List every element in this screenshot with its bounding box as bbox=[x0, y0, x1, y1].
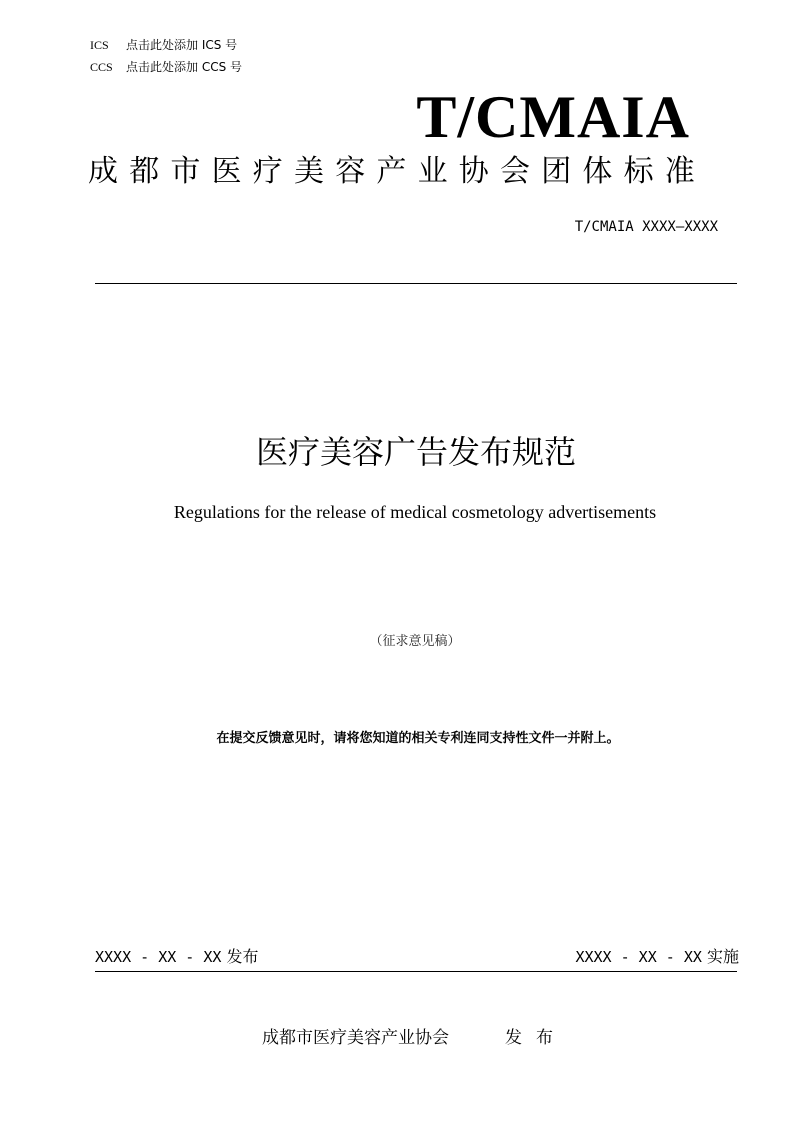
patent-notice: 在提交反馈意见时，请将您知道的相关专利连同支持性文件一并附上。 bbox=[216, 731, 620, 746]
standard-logo: T/CMAIA bbox=[416, 84, 690, 150]
standard-number: T/CMAIA XXXX—XXXX bbox=[574, 219, 718, 235]
footer-publish-label: 发布 bbox=[505, 1028, 567, 1048]
footer-divider bbox=[95, 971, 737, 972]
document-title: 医疗美容广告发布规范 bbox=[255, 433, 576, 471]
document-title-english: Regulations for the release of medical cosmetology advertisements bbox=[173, 502, 657, 522]
footer-organization: 成都市医疗美容产业协会 bbox=[262, 1028, 449, 1048]
ics-placeholder[interactable]: 点击此处添加 ICS 号 bbox=[126, 38, 238, 52]
ccs-line bbox=[90, 60, 242, 74]
publish-label: 发布 bbox=[226, 947, 259, 966]
org-standard-header: 成都市医疗美容产业协会团体标准 bbox=[88, 154, 706, 189]
implement-date: XXXX - XX - XX bbox=[575, 948, 702, 966]
publish-date: XXXX - XX - XX bbox=[95, 948, 222, 966]
ccs-code: CCS bbox=[90, 60, 113, 74]
ics-code: ICS bbox=[90, 38, 109, 52]
header-divider bbox=[95, 283, 737, 284]
ccs-placeholder[interactable]: 点击此处添加 CCS 号 bbox=[126, 60, 243, 74]
implement-label: 实施 bbox=[706, 947, 739, 966]
ics-line bbox=[90, 38, 237, 52]
implement-date-block bbox=[0, 947, 739, 967]
draft-status: （征求意见稿） bbox=[369, 634, 461, 649]
